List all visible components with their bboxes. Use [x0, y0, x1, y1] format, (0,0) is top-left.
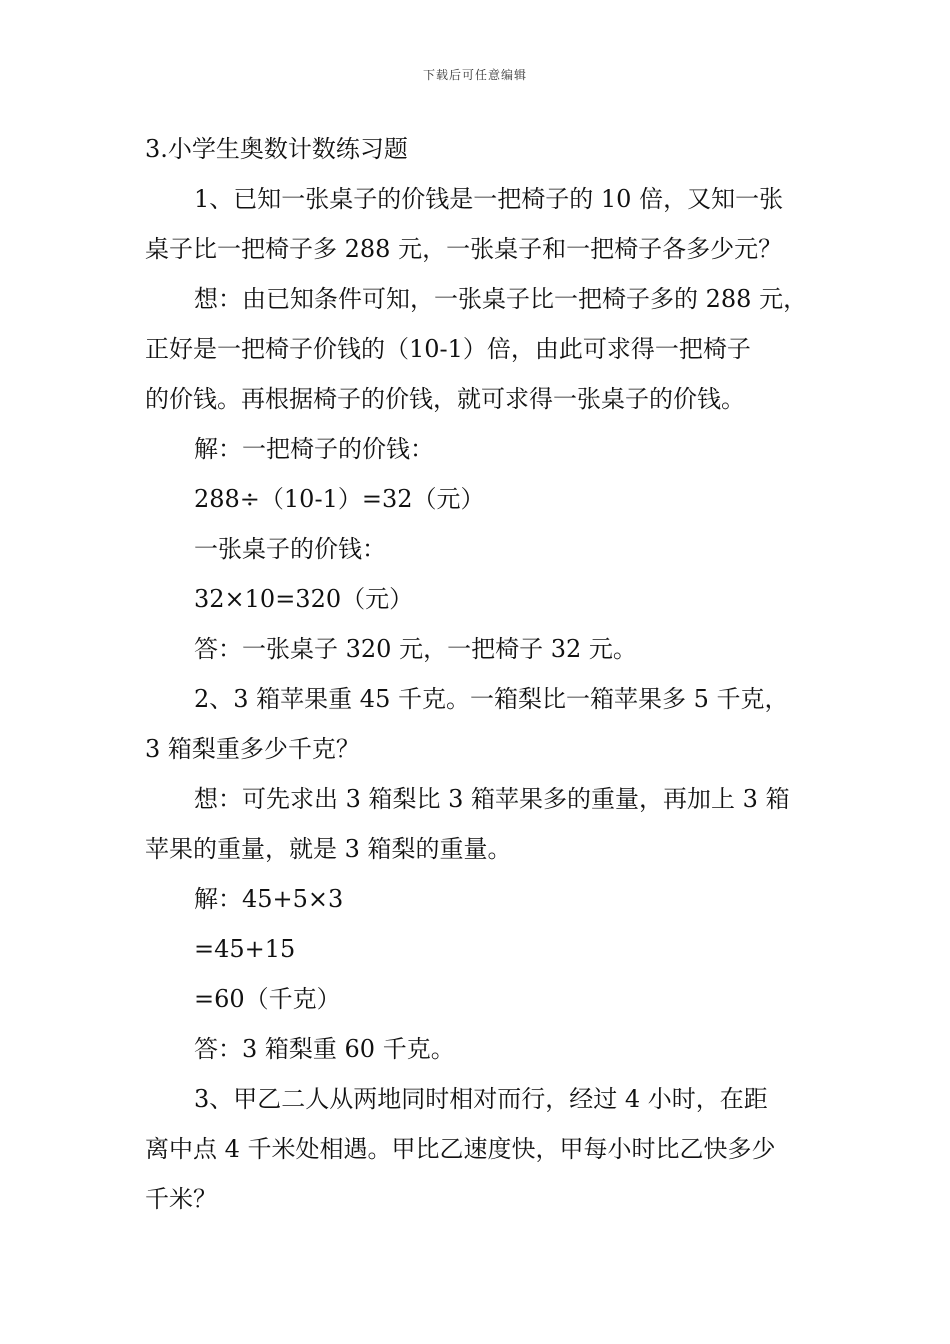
- problem-1-line-2: 桌子比一把椅子多 288 元，一张桌子和一把椅子各多少元？: [145, 235, 783, 263]
- problem-2-think-line-2: 苹果的重量，就是 3 箱梨的重量。: [145, 835, 512, 863]
- problem-1-solution-line-2: 288÷（10-1）=32（元）: [194, 485, 485, 513]
- problem-3-line-2: 离中点 4 千米处相遇。甲比乙速度快，甲每小时比乙快多少: [145, 1135, 776, 1163]
- problem-3-line-1: 3、甲乙二人从两地同时相对而行，经过 4 小时，在距: [194, 1085, 768, 1113]
- problem-1-think-line-3: 的价钱。再根据椅子的价钱，就可求得一张桌子的价钱。: [145, 385, 745, 413]
- document-body: [145, 124, 815, 1224]
- problem-1-solution-line-4: 32×10=320（元）: [194, 585, 414, 613]
- problem-1-think-line-1: 想：由已知条件可知，一张桌子比一把椅子多的 288 元，: [194, 285, 808, 313]
- problem-1-solution-line-1: 解：一把椅子的价钱：: [194, 435, 434, 463]
- problem-1-line-1: 1、已知一张桌子的价钱是一把椅子的 10 倍，又知一张: [194, 185, 784, 213]
- document-title: 3.小学生奥数计数练习题: [145, 135, 408, 163]
- problem-2-line-2: 3 箱梨重多少千克？: [145, 735, 360, 763]
- problem-2-think-line-1: 想：可先求出 3 箱梨比 3 箱苹果多的重量，再加上 3 箱: [194, 785, 790, 813]
- problem-2-solution-line-1: 解：45+5×3: [194, 885, 344, 913]
- problem-2-solution-line-3: =60（千克）: [194, 985, 341, 1013]
- page-header: 下载后可任意编辑: [422, 68, 527, 82]
- problem-2-solution-line-2: =45+15: [194, 935, 296, 963]
- problem-1-solution-line-3: 一张桌子的价钱：: [194, 535, 386, 563]
- problem-1-answer: 答：一张桌子 320 元，一把椅子 32 元。: [194, 635, 637, 663]
- problem-2-answer: 答：3 箱梨重 60 千克。: [194, 1035, 455, 1063]
- problem-1-think-line-2: 正好是一把椅子价钱的（10-1）倍，由此可求得一把椅子: [145, 335, 751, 363]
- problem-2-line-1: 2、3 箱苹果重 45 千克。一箱梨比一箱苹果多 5 千克，: [194, 685, 789, 713]
- problem-3-line-3: 千米？: [145, 1185, 217, 1213]
